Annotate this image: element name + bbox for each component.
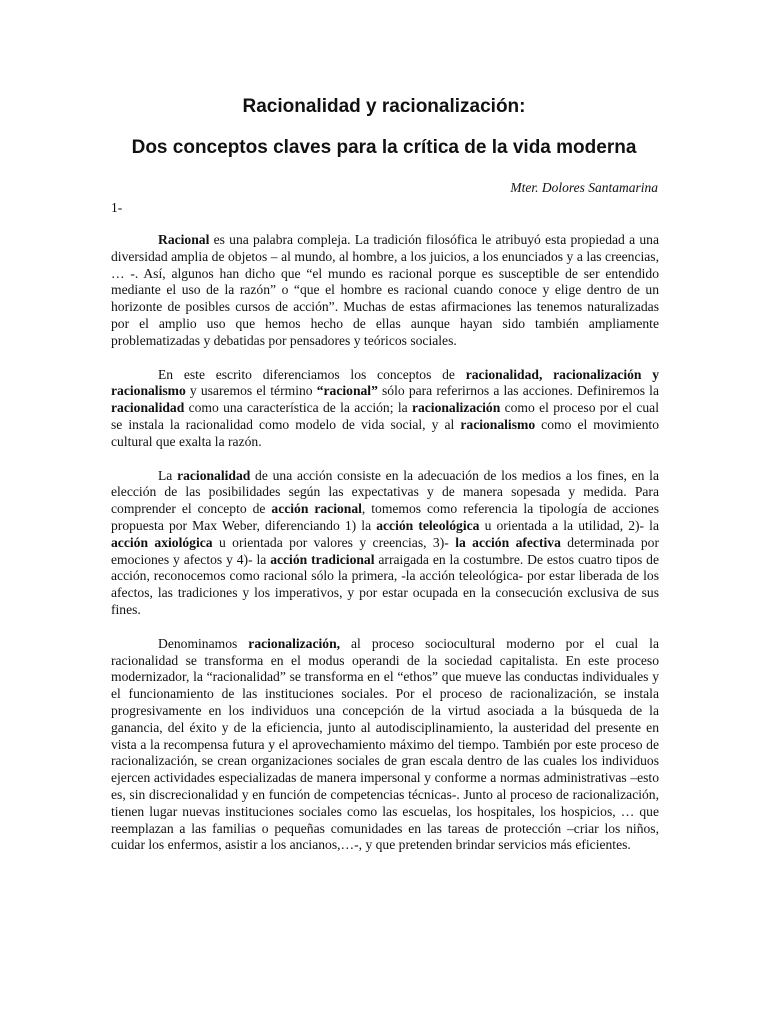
paragraph-text: como una característica de la acción; la [184, 400, 412, 416]
paragraph-text: En este escrito diferenciamos los conceptos de [158, 366, 466, 382]
bold-term: acción tradicional [270, 551, 375, 567]
bold-term: racionalidad [111, 400, 185, 416]
paragraph-text: al proceso sociocultural moderno por el cual la racionalidad se transforma en el modus operandi de la sociedad capitalista. En este proceso modernizador, la “racionalidad” se transforma en el “ethos” que mueve las conductas individuales y el funcionamiento de las instituciones sociales. Por el proceso de racionalización, se instala progresivamente en los individuos una concepción de la virtud asociada a la búsqueda de la ganancia, del éxito y de la eficiencia, junto al autodisciplinamiento, la austeridad del presente en vista a la recompensa futura y el aprovechamiento máximo del tiempo. También por este proceso de racionalización, se crean organizaciones sociales de gran escala dentro de las cuales los individuos ejercen actividades especializadas de manera impersonal y conforme a normas administrativas –esto es, sin discrecionalidad y en función de competencias técnicas-. Junto al proceso de racionalización, tienen lugar nuevas instituciones sociales como las escuelas, los hospitales, los hospicios, … que reemplazan a las familias o pequeñas comunidades en las tareas de protección –criar los niños, cuidar los enfermos, asistir a los ancianos,…-, y que pretenden brindar servicios más eficientes. [111, 635, 659, 853]
bold-term: racionalización, [248, 635, 341, 651]
bold-term: la acción afectiva [455, 534, 561, 550]
bold-term: acción axiológica [111, 534, 213, 550]
author-line: Mter. Dolores Santamarina [510, 180, 658, 195]
bold-term: “racional” [316, 383, 378, 399]
paragraph-text: u orientada a la utilidad, 2)- la [479, 517, 659, 533]
paragraph-text: y usaremos el término [185, 383, 317, 399]
bold-term: acción teleológica [376, 517, 480, 533]
bold-term: racionalidad [177, 467, 251, 483]
paragraph-text: sólo para referirnos a las acciones. Definiremos la [377, 383, 659, 399]
paragraph [111, 367, 659, 451]
bold-term: racionalidad, racionalización y racionalismo [111, 366, 659, 399]
paragraph [111, 636, 659, 854]
paragraph-text: determinada por emociones y afectos y 4)- la [111, 534, 659, 567]
paragraph-text: de una acción consiste en la adecuación de los medios a los fines, en la elección de las posibilidades según las expectativas y de manera sopesada y medida. Para comprender el concepto de [111, 467, 659, 517]
paragraph-text: Denominamos [158, 635, 249, 651]
paragraph-text: La [158, 467, 178, 483]
bold-term: Racional [158, 232, 210, 247]
document-title: Racionalidad y racionalización: [242, 96, 526, 117]
paragraph-text: es una palabra compleja. La tradición filosófica le atribuyó esta propiedad a una diversidad amplia de objetos – al mundo, al hombre, a los juicios, a los enunciados y a las creencias, … -. Así, algunos han dicho que “el mundo es racional porque es susceptible de ser entendido mediante el uso de la razón” o “que el hombre es racional cuando conoce y elige dentro de un horizonte de posibles cursos de acción”. Muchas de estas afirmaciones las tenemos naturalizadas por el amplio uso que hemos hecho de ellas aunque hayan sido también ampliamente problematizadas y debatidas por pensadores y teóricos sociales. [111, 232, 659, 348]
paragraph [111, 232, 659, 350]
paragraph-text: como el movimiento cultural que exalta la razón. [111, 416, 660, 449]
paragraph-text: u orientada por valores y creencias, 3)- [212, 534, 456, 550]
bold-term: racionalización [411, 400, 501, 416]
section-number: 1- [111, 200, 123, 215]
paragraph [111, 468, 659, 619]
paragraph-text: como el proceso por el cual se instala la racionalidad como modelo de vida social, y al [111, 400, 659, 432]
document-body [111, 232, 659, 871]
bold-term: acción racional [271, 501, 362, 517]
document-subtitle: Dos conceptos claves para la crítica de la vida moderna [131, 137, 637, 158]
bold-term: racionalismo [460, 416, 536, 432]
paragraph-text: arraigada en la costumbre. De estos cuatro tipos de acción, reconocemos como racional sólo la primera, -la acción teleológica- por estar liberada de los afectos, las tradiciones y los imperativos, y por estar ocupada en la consecución exclusiva de sus fines. [111, 551, 659, 617]
paragraph-text: , tomemos como referencia la tipología de acciones propuesta por Max Weber, diferenciando 1) la [111, 501, 660, 533]
